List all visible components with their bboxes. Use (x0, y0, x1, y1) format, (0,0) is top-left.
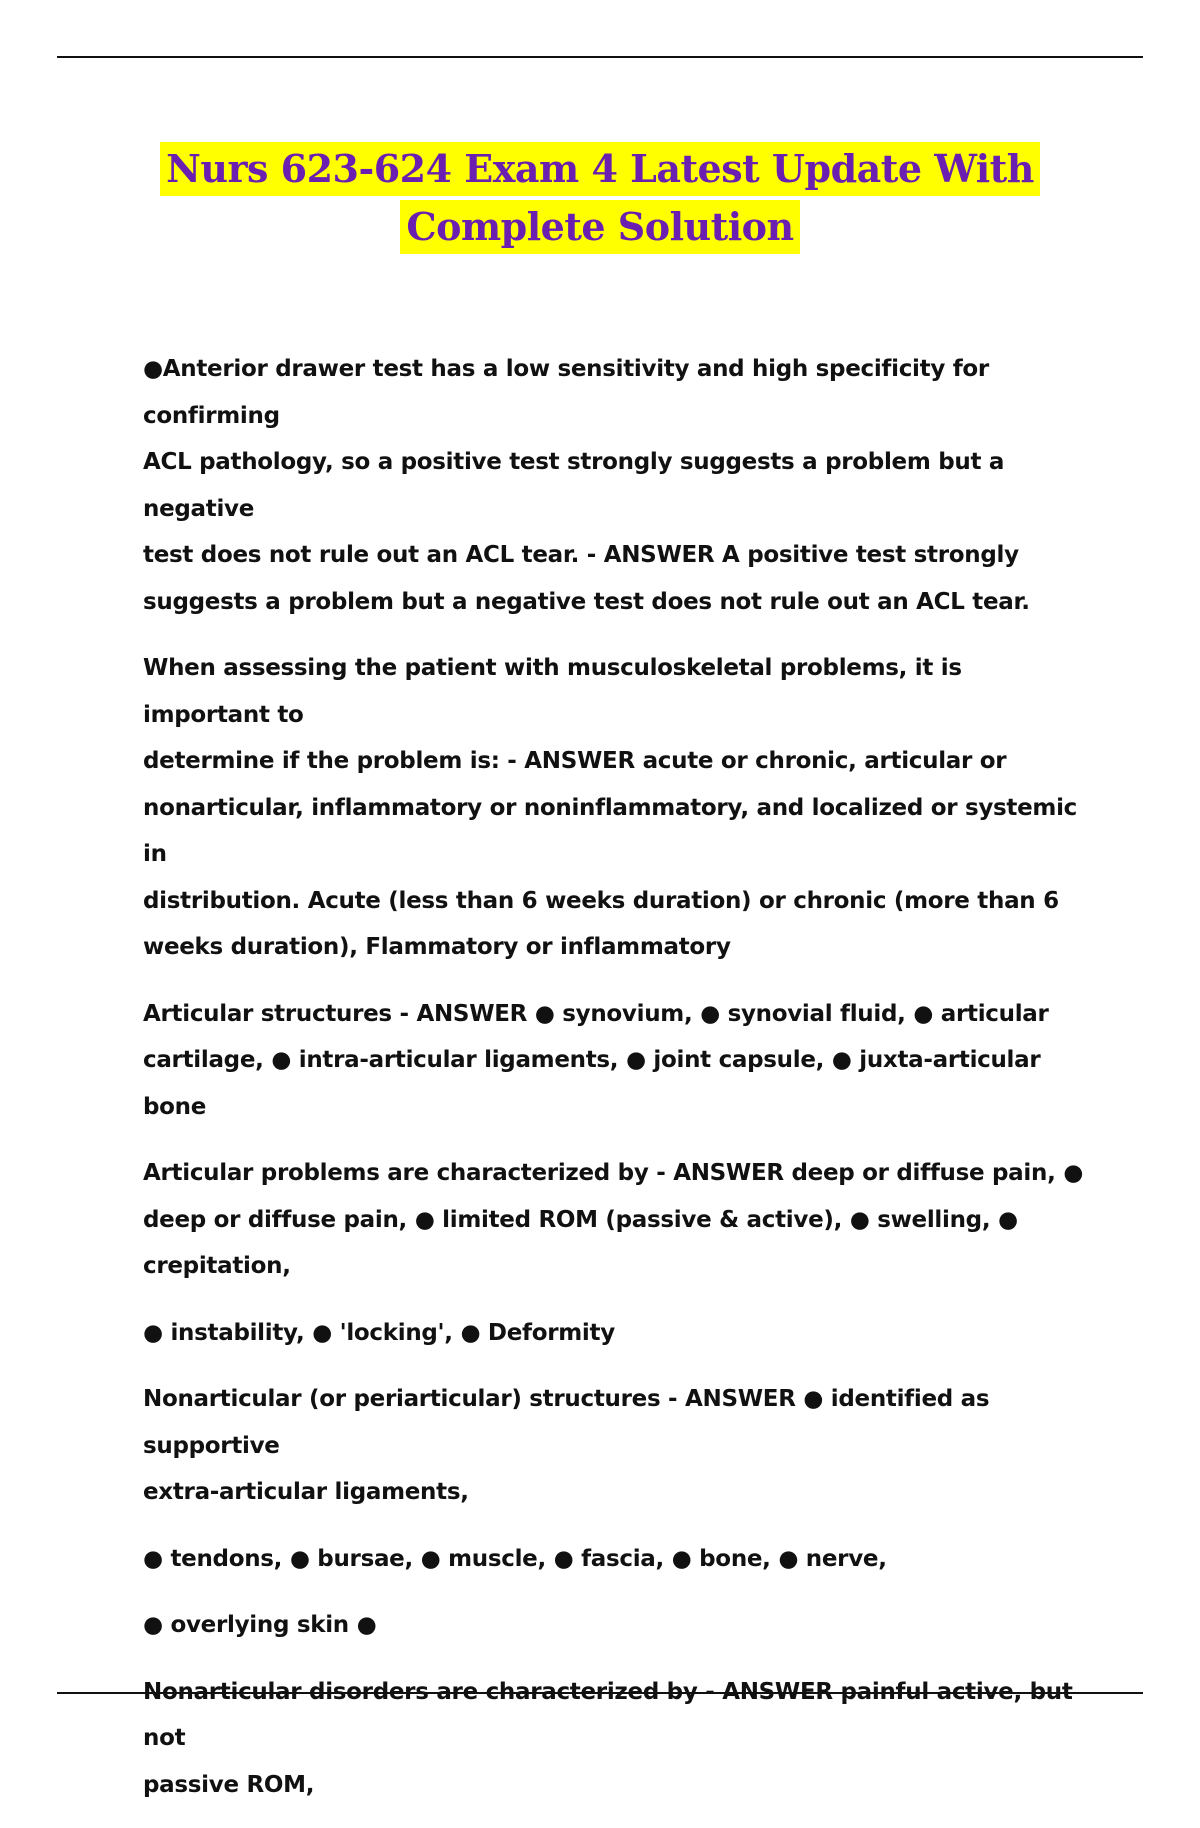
title-line-2: Complete Solution (400, 200, 799, 254)
qa-paragraph-acl-drawer-test: ●Anterior drawer test has a low sensitivity and high specificity for confirming ACL pathology, so a positive test strongly suggests a problem but a negative test does not rule out an ACL tear. - ANSWER A positive test strongly suggests a problem but a negative test does not rule out an ACL tear. (143, 356, 1030, 615)
bottom-divider (57, 1692, 1143, 1694)
document-title (0, 140, 1200, 256)
title-line-1: Nurs 623-624 Exam 4 Latest Update With (160, 142, 1040, 196)
qa-paragraph-nonarticular-structures-skin: ● overlying skin ● (143, 1612, 377, 1638)
qa-paragraph-musculoskeletal-assessment: When assessing the patient with musculoskeletal problems, it is important to determine if the problem is: - ANSWER acute or chronic, articular or nonarticular, inflammatory or noninflammatory, and localized or systemic in distribution. Acute (less than 6 weeks duration) or chronic (more than 6 weeks duration), Flammatory or inflammatory (143, 655, 1078, 960)
qa-paragraph-nonarticular-disorders: Nonarticular disorders are characterized by - ANSWER painful active, but not passive ROM, (143, 1678, 1073, 1798)
top-divider (57, 56, 1143, 58)
qa-paragraph-articular-problems-continued: ● instability, ● 'locking', ● Deformity (143, 1319, 615, 1346)
qa-paragraph-nonarticular-structures-list: ● tendons, ● bursae, ● muscle, ● fascia, ● bone, ● nerve, (143, 1545, 887, 1572)
qa-paragraph-articular-structures: Articular structures - ANSWER ● synovium, ● synovial fluid, ● articular cartilage, ● intra-articular ligaments, ● joint capsule, ● juxta-articular bone (143, 1000, 1049, 1120)
qa-paragraph-nonarticular-structures: Nonarticular (or periarticular) structures - ANSWER ● identified as supportive extra-articular ligaments, (143, 1386, 990, 1505)
qa-paragraph-articular-problems: Articular problems are characterized by - ANSWER deep or diffuse pain, ● deep or diffuse pain, ● limited ROM (passive & active), ● swelling, ● crepitation, (143, 1160, 1083, 1279)
document-body (143, 346, 1087, 1828)
